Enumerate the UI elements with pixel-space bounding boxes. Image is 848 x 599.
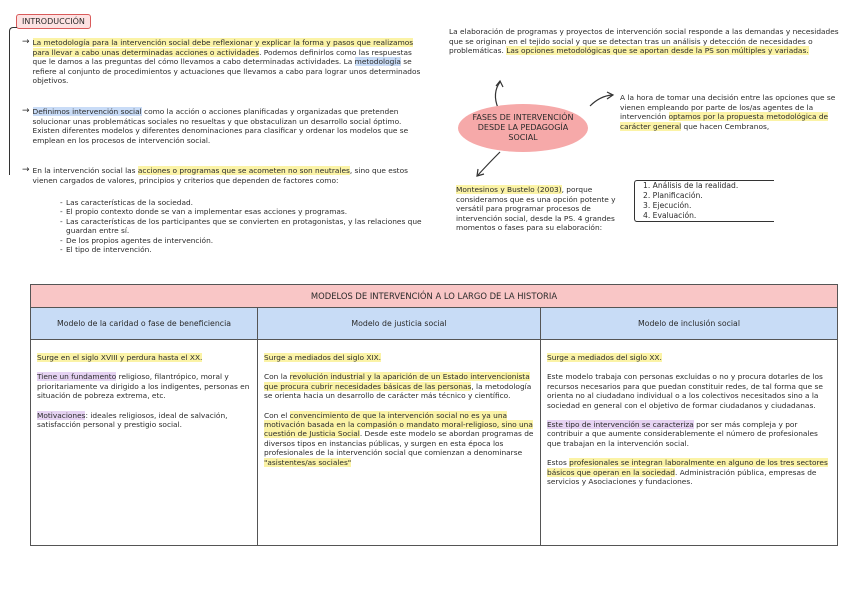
cell-caridad bbox=[31, 340, 258, 545]
caridad-fundamento-text: religioso, filantrópico, moral y prioritariamente va dirigido a los indigentes, personas en situación de pobreza extrema, etc. bbox=[37, 372, 250, 401]
justicia-p2-pre: Con la bbox=[264, 372, 290, 382]
right-top-highlight: Las opciones metodológicas que se aportan desde la PS son múltiples y variadas. bbox=[506, 46, 809, 56]
list-item: - Las características de la sociedad. bbox=[60, 198, 440, 207]
inclusion-p4-rest: . Administración pública, empresas de servicios y Asociaciones y fundaciones. bbox=[547, 467, 817, 487]
right-top-text: La elaboración de programas y proyectos de intervención social responde a las demandas y necesidades que se originan en el tejido social y que se detectan tras un análisis y detección de necesidades o problemáticas. bbox=[449, 27, 839, 56]
header-justicia: Modelo de justicia social bbox=[258, 308, 541, 339]
models-header-row bbox=[31, 308, 837, 340]
fases-bubble: FASES DE INTERVENCIÓN DESDE LA PEDAGOGÍA SOCIAL bbox=[458, 104, 588, 152]
intro-p1-text-2: se refiere al conjunto de procedimientos y actuaciones que llevamos a cabo para lograr unos determinados objetivos. bbox=[32, 57, 421, 86]
intro-paragraph-2 bbox=[22, 107, 424, 145]
arrow-right-icon: → bbox=[22, 37, 30, 47]
intro-p3-highlight: acciones o programas que se acometen no son neutrales bbox=[137, 166, 350, 175]
header-caridad: Modelo de la caridad o fase de beneficiencia bbox=[31, 308, 258, 339]
justicia-p2-rest: , la metodología se orienta hacia un desarrollo de carácter más técnico y científico. bbox=[264, 381, 532, 401]
caridad-motivaciones-text: : ideales religiosos, ideal de salvación, satisfacción personal y prestigio social. bbox=[37, 410, 228, 430]
list-item: 4. Evaluación. bbox=[643, 211, 697, 220]
list-item: - El tipo de intervención. bbox=[60, 245, 440, 254]
intro-p1-highlight: La metodología para la intervención social debe reflexionar y explicar la forma y pasos que realizamos para llevar a cabo unas determinadas acciones o actividades bbox=[32, 38, 414, 57]
intro-p2-term: Definimos intervención social bbox=[32, 107, 142, 116]
inclusion-description: Este modelo trabaja con personas excluidas o no y procura dotarles de los recursos necesarios para que puedan constituir redes, de tal forma que se orienta no al ciudadano individual o a los colectivos necesitados sino a la sociedad en general con el objetivo de formar ciudadanos y ciudadanas. bbox=[547, 372, 823, 410]
justicia-revolucion bbox=[264, 372, 535, 400]
intro-paragraph-1 bbox=[22, 38, 424, 86]
side-text: A la hora de tomar una decisión entre las opciones que se vienen empleando por parte de los/as agentes de la intervención bbox=[620, 93, 836, 122]
montesinos-highlight: Montesinos y Bustelo (2003) bbox=[456, 185, 562, 194]
intro-p1-text: . Podemos definirlos como las respuestas que le damos a las preguntas del cómo llevamos a cabo determinadas actividades. La bbox=[32, 47, 412, 67]
intro-paragraph-3 bbox=[22, 166, 424, 185]
intro-p2-text: como la acción o acciones planificadas y organizadas que pretenden solucionar unas problemáticas sociales no resueltas y que obstaculizan un desarrollo social óptimo. Existen diferentes modelos y diferentes denominaciones para clasificar y ordenar los modelos que se emplean en los procesos de intervención social. bbox=[32, 107, 409, 145]
justicia-convencimiento bbox=[264, 411, 535, 467]
header-inclusion: Modelo de inclusión social bbox=[637, 319, 741, 328]
justicia-p3-pre: Con el bbox=[264, 410, 290, 420]
caridad-fundamento-term: Tiene un fundamento bbox=[37, 372, 117, 382]
caridad-fundamento bbox=[37, 372, 252, 400]
arrow-right-icon: → bbox=[22, 165, 30, 175]
right-intro-text bbox=[449, 27, 841, 56]
inclusion-profesionales bbox=[547, 458, 832, 486]
intro-p3-text: En la intervención social las bbox=[32, 166, 138, 175]
list-item: 1. Análisis de la realidad. bbox=[643, 181, 739, 190]
models-table bbox=[30, 284, 838, 546]
list-item: - De los propios agentes de intervención. bbox=[60, 236, 440, 245]
list-item: - Las características de los participantes que se convierten en protagonistas, y las relaciones que guardan entre sí. bbox=[60, 217, 440, 236]
montesinos-rest: , porque consideramos que es una opción potente y versátil para programar procesos de intervención social, desde la PS. 4 grandes momentos o fases para su elaboración: bbox=[456, 185, 616, 233]
right-side-text bbox=[620, 93, 842, 131]
intro-p1-term: metodología bbox=[354, 57, 401, 67]
justicia-p2-highlight: revolución industrial y la aparición de un Estado intervencionista que procura cubrir necesidades básicas de las personas bbox=[264, 372, 530, 391]
side-text-2: que hacen Cembranos, bbox=[681, 121, 770, 131]
models-body-row bbox=[31, 340, 837, 545]
cell-justicia bbox=[258, 340, 541, 545]
inclusion-p4-highlight: profesionales se integran laboralmente en alguno de los tres sectores básicos que operan en la sociedad bbox=[547, 458, 828, 477]
phases-list bbox=[634, 180, 774, 222]
intro-bracket bbox=[9, 27, 17, 175]
intro-title: INTRODUCCIÓN bbox=[16, 14, 91, 29]
arrow-right-icon: → bbox=[22, 106, 30, 116]
caridad-motivaciones bbox=[37, 411, 252, 430]
caridad-motivaciones-term: Motivaciones bbox=[37, 410, 86, 420]
models-title: MODELOS DE INTERVENCIÓN A LO LARGO DE LA HISTORIA bbox=[31, 285, 837, 308]
justicia-p3-rest: . Desde este modelo se abordan programas de diversos tipos en instancias públicas, y surgen en esta época los profesionales de la intervención social que comienzan a denominarse bbox=[264, 429, 534, 458]
inclusion-p3-term: Este tipo de intervención se caracteriza bbox=[547, 420, 694, 430]
justicia-p3-end: "asistentes/as sociales" bbox=[264, 457, 352, 467]
montesinos-text bbox=[456, 185, 624, 233]
justicia-origin-text: Surge a mediados del siglo XIX. bbox=[264, 353, 381, 362]
inclusion-p4-pre: Estos bbox=[547, 458, 570, 468]
side-highlight: optamos por la propuesta metodológica de carácter general bbox=[620, 112, 829, 131]
inclusion-caracteriza bbox=[547, 420, 832, 448]
inclusion-origin bbox=[547, 353, 832, 362]
list-item: - El propio contexto donde se van a implementar esas acciones y programas. bbox=[60, 207, 440, 216]
list-item: 3. Ejecución. bbox=[643, 201, 692, 210]
inclusion-origin-text: Surge a mediados del siglo XX. bbox=[547, 353, 662, 362]
inclusion-p3-rest: por ser más compleja y por contribuir a que aumente considerablemente el número de profesionales que trabajan en la intervención social. bbox=[547, 420, 818, 448]
justicia-origin bbox=[264, 353, 535, 362]
intro-p3-text-2: , sino que estos vienen cargados de valores, principios y criterios que dependen de factores como: bbox=[32, 166, 408, 185]
cell-inclusion bbox=[541, 340, 837, 545]
caridad-origin-text: Surge en el siglo XVIII y perdura hasta el XX. bbox=[37, 353, 203, 362]
justicia-p3-highlight: convencimiento de que la intervención social no es ya una motivación basada en la compasión o mandato moral-religioso, sino una cuestión de Justicia Social bbox=[264, 410, 533, 439]
caridad-origin bbox=[37, 353, 252, 362]
factors-list bbox=[60, 198, 440, 254]
list-item: 2. Planificación. bbox=[643, 191, 703, 200]
